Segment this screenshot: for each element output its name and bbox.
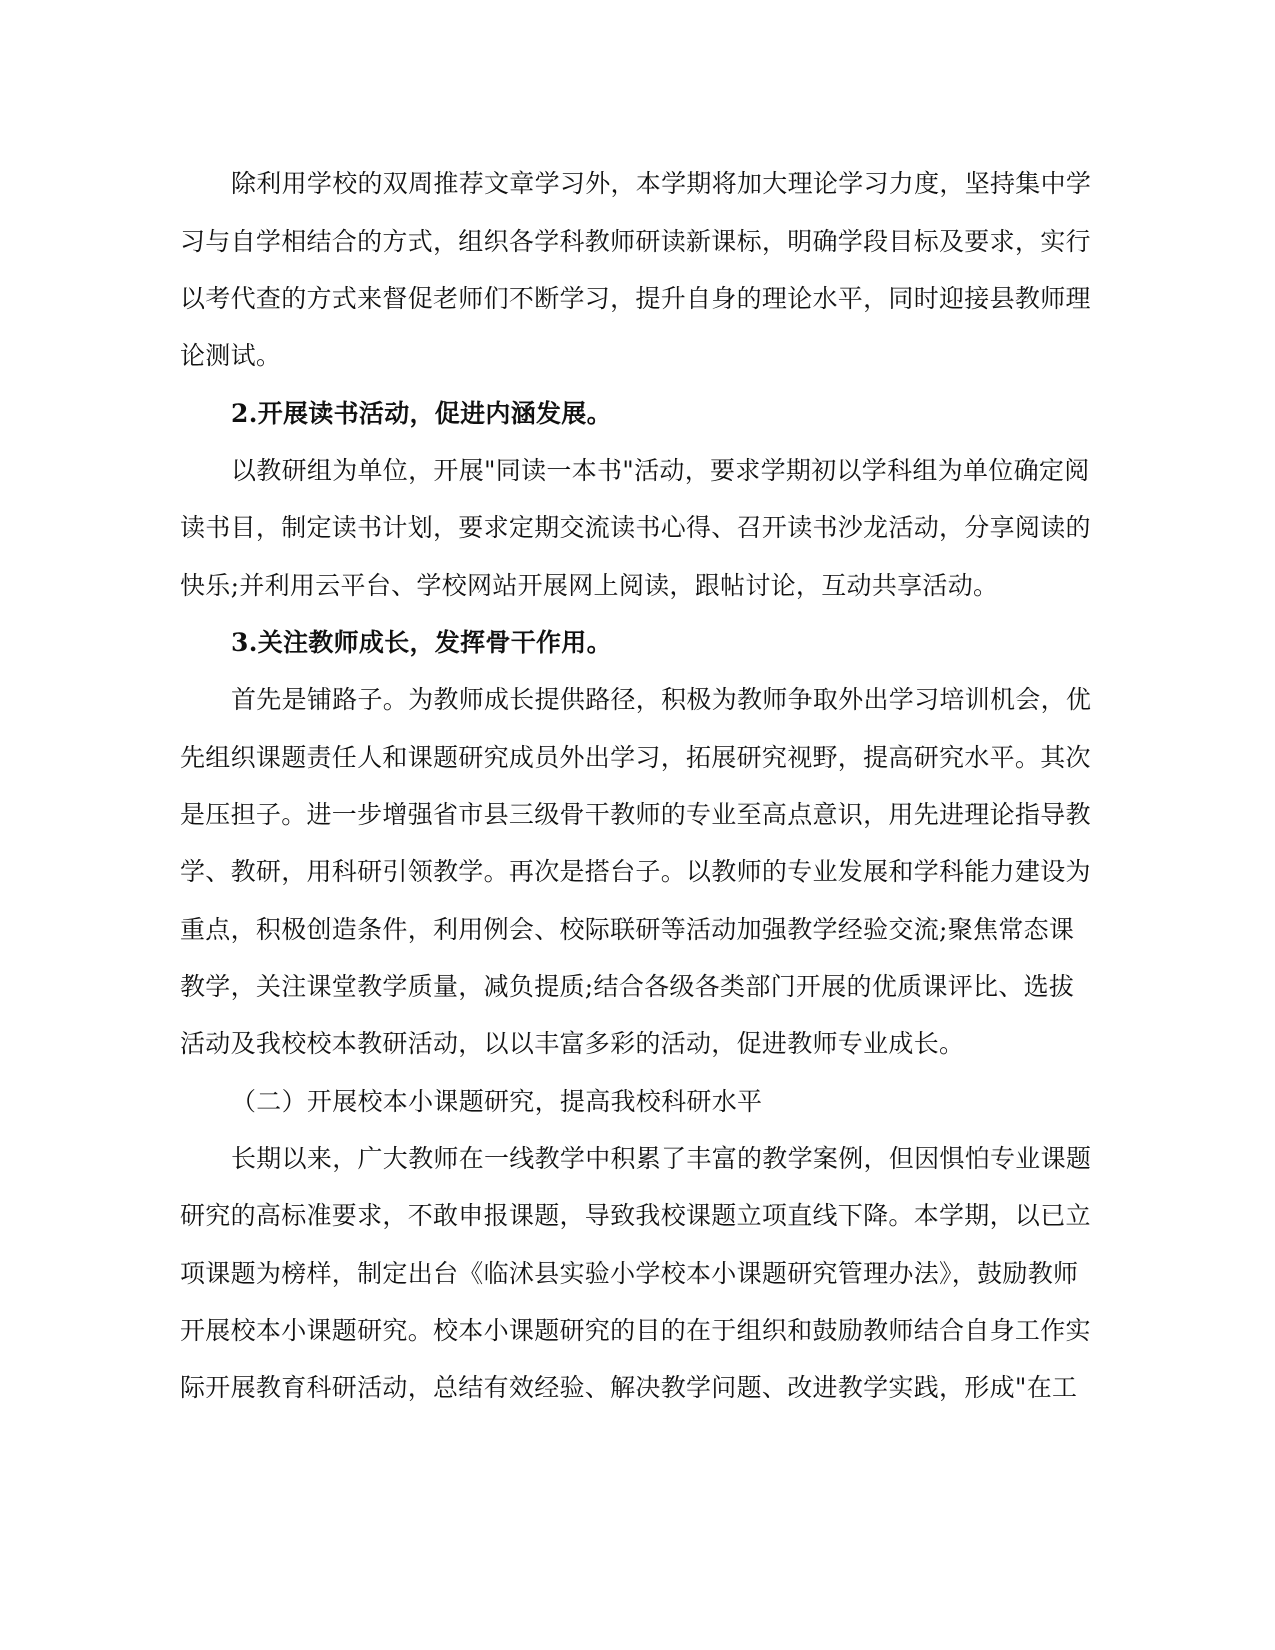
text-line (0, 1368, 1275, 1408)
text-line (0, 508, 1275, 548)
line-text: 首先是铺路子。为教师成长提供路径，积极为教师争取外出学习培训机会，优 (231, 685, 1092, 714)
text-line (0, 566, 1275, 606)
line-text: 以教研组为单位，开展"同读一本书"活动，要求学期初以学科组为单位确定阅 (231, 456, 1090, 485)
line-text: 教学，关注课堂教学质量，减负提质;结合各级各类部门开展的优质课评比、选拔 (180, 972, 1075, 1001)
text-line (0, 279, 1275, 319)
line-text: 长期以来，广大教师在一线教学中积累了丰富的教学案例，但因惧怕专业课题 (231, 1144, 1092, 1173)
line-text: 学、教研，用科研引领教学。再次是搭台子。以教师的专业发展和学科能力建设为 (180, 857, 1091, 886)
text-line (0, 451, 1275, 491)
line-text: 重点，积极创造条件，利用例会、校际联研等活动加强教学经验交流;聚焦常态课 (180, 915, 1075, 944)
heading-text: （二）开展校本小课题研究，提高我校科研水平 (231, 1087, 763, 1116)
section-heading (0, 1082, 1275, 1122)
text-line (0, 1139, 1275, 1179)
line-text: 习与自学相结合的方式，组织各学科教师研读新课标，明确学段目标及要求，实行 (180, 227, 1091, 256)
text-line (0, 222, 1275, 262)
text-line (0, 164, 1275, 204)
text-line (0, 910, 1275, 950)
text-line (0, 852, 1275, 892)
text-line (0, 336, 1275, 376)
text-line (0, 738, 1275, 778)
heading-text: 2.开展读书活动，促进内涵发展。 (231, 399, 612, 428)
line-text: 先组织课题责任人和课题研究成员外出学习，拓展研究视野，提高研究水平。其次 (180, 743, 1091, 772)
text-line (0, 967, 1275, 1007)
line-text: 项课题为榜样，制定出台《临沭县实验小学校本小课题研究管理办法》，鼓励教师 (180, 1259, 1079, 1288)
line-text: 快乐;并利用云平台、学校网站开展网上阅读，跟帖讨论，互动共享活动。 (180, 571, 999, 600)
line-text: 开展校本小课题研究。校本小课题研究的目的在于组织和鼓励教师结合自身工作实 (180, 1316, 1091, 1345)
text-line (0, 795, 1275, 835)
text-line (0, 680, 1275, 720)
line-text: 活动及我校校本教研活动，以以丰富多彩的活动，促进教师专业成长。 (180, 1029, 965, 1058)
line-text: 研究的高标准要求，不敢申报课题，导致我校课题立项直线下降。本学期，以已立 (180, 1201, 1091, 1230)
section-heading (0, 623, 1275, 663)
line-text: 是压担子。进一步增强省市县三级骨干教师的专业至高点意识，用先进理论指导教 (180, 800, 1091, 829)
line-text: 论测试。 (180, 341, 282, 370)
line-text: 际开展教育科研活动，总结有效经验、解决教学问题、改进教学实践，形成"在工 (180, 1373, 1078, 1402)
line-text: 除利用学校的双周推荐文章学习外，本学期将加大理论学习力度，坚持集中学 (231, 169, 1092, 198)
text-line (0, 1311, 1275, 1351)
text-line (0, 1254, 1275, 1294)
text-line (0, 1024, 1275, 1064)
line-text: 读书目，制定读书计划，要求定期交流读书心得、召开读书沙龙活动，分享阅读的 (180, 513, 1091, 542)
text-line (0, 1196, 1275, 1236)
section-heading (0, 394, 1275, 434)
heading-text: 3.关注教师成长，发挥骨干作用。 (231, 628, 612, 657)
line-text: 以考代查的方式来督促老师们不断学习，提升自身的理论水平，同时迎接县教师理 (180, 284, 1091, 313)
